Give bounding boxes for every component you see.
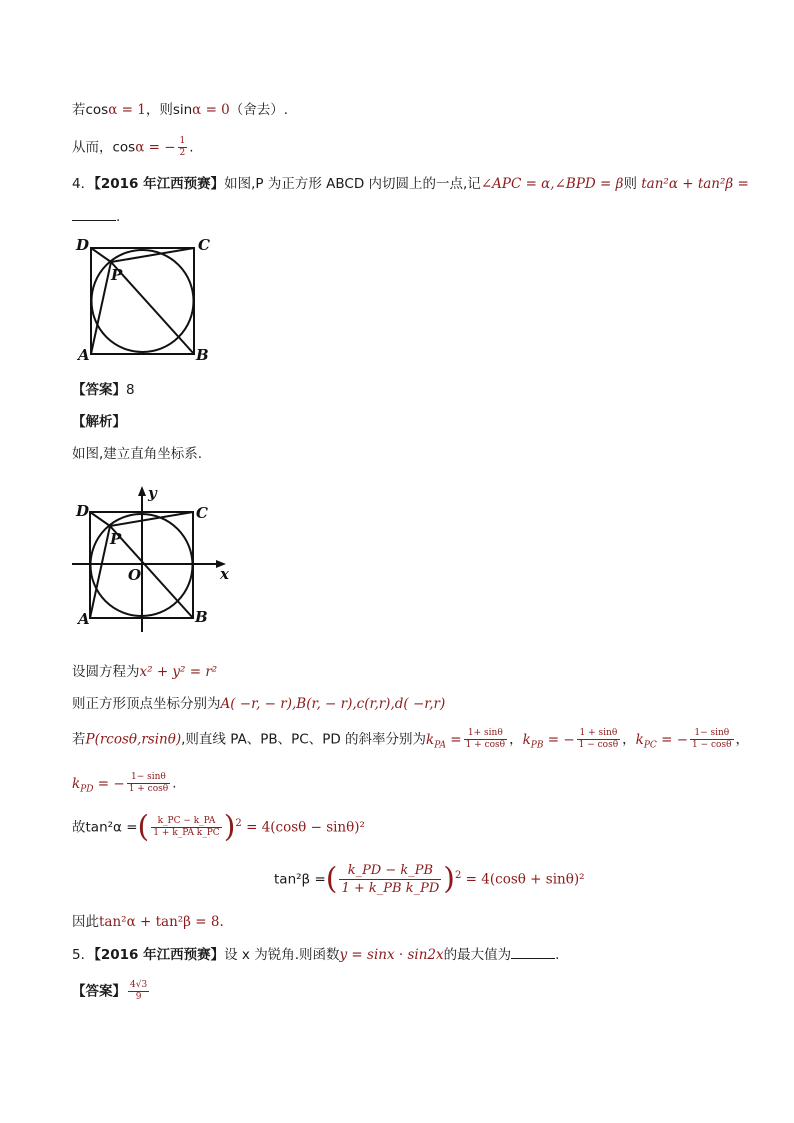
text: 因此 [72,914,99,930]
answer-4 [72,380,135,400]
step-tan-beta: tan²β =( $\frac{k\_PD - k\_PB}{\text{1 + k\_PB k\_PD}}$ )$^2$ = 4(cosθ + sinθ)² [274,861,585,897]
segment-pd [91,248,111,262]
step-circle-equation [72,662,217,682]
source-tag: 【2016 年江西预赛】 [94,947,225,963]
text: 设圆方程为 [72,664,140,680]
label-c: C [196,504,208,522]
math: P(rcosθ,rsinθ) [85,731,182,748]
answer-tag: 【答案】 [72,983,126,1000]
answer-blank [72,206,116,221]
text: 则正方形顶点坐标分别为 [72,696,221,712]
math: α = − [135,139,176,156]
label-b: B [196,346,209,364]
step-tan-alpha: 故tan²α =( $\frac{k\_PC - k\_PA}{\text{1 + k\_PA k\_PC}}$ )$^2$ = 4(cosθ − sinθ)² [72,809,365,845]
text: . [116,209,121,225]
step-conclusion [72,912,224,932]
answer-5 [72,980,151,1003]
math: ∠APC = α,∠BPD = β [480,176,624,192]
math: = 4(cosθ + sinθ)² [465,871,585,888]
slope-pa-fraction: $\frac{1+ \sin\theta}{1 + \cos\theta}$ [465,728,506,750]
conclusion-cos [72,136,194,159]
slope-pc-label: $k_{PC}$ = − [635,731,689,751]
text: 从而，cos [72,139,136,156]
slope-pd-label: $k_{PD}$ = − [72,775,125,795]
case-cos-one [72,100,288,120]
segment-pb [111,262,194,354]
text: . [555,947,560,963]
slope-pb-label: $k_{PB}$ = − [522,731,575,751]
analysis-intro [72,444,202,464]
text: 如图,建立直角坐标系. [72,446,203,462]
problem-number: 5． [72,947,95,963]
problem-text: 如图,P 为正方形 ABCD 内切圆上的一点,记 [224,176,481,192]
tan-beta-fraction: $\frac{k\_PD - k\_PB}{\text{1 + k\_PB k\_PD}}$ [341,863,440,896]
math: x² + y² = r² [139,664,218,680]
label-d: D [76,236,90,254]
problem-text: 设 x 为锐角.则函数 [224,947,340,963]
text: 故tan²α = [72,819,138,836]
label-c: C [198,236,210,254]
slope-pb-fraction: $\frac{1 + \sin\theta}{1 - \cos\theta}$ [578,728,619,750]
slope-pd-fraction: $\frac{1- \sin\theta}{1 + \cos\theta}$ [128,772,169,794]
step-vertex-coordinates [72,694,445,714]
label-b: B [195,608,208,626]
slope-pa-label: $k_{PA}$ = [426,731,462,751]
text: 则 [623,176,637,192]
answer-tag: 【答案】 [72,382,126,398]
label-a: A [78,610,90,628]
answer-fraction: $\frac{4√3}{9}$ [130,980,148,1002]
text: tan²β = [274,871,326,888]
text: ,则直线 PA、PB、PC、PD 的斜率分别为 [181,731,427,748]
answer-value: 8 [126,382,135,398]
fraction: $\frac{1}{2}$ [179,136,186,158]
label-p: P [110,530,122,548]
text: 若 [72,731,86,748]
math: α = 1 [108,102,146,118]
step-slope-pd: $k_{PD}$ = − $\frac{1- \sin\theta}{1 + \cos\theta}$ . [72,772,177,795]
text: （舍去）. [229,102,289,118]
answer-blank-line [72,206,120,227]
segment-pd [90,512,110,526]
problem-number: 4． [72,176,95,192]
slope-pc-fraction: $\frac{1- \sin\theta}{1 - \cos\theta}$ [692,728,732,750]
math: α = 0 [192,102,230,118]
segment-pa [91,262,111,354]
label-d: D [76,502,90,520]
analysis-tag: 【解析】 [72,414,126,430]
tan-alpha-fraction: $\frac{k\_PC - k\_PA}{\text{1 + k\_PA k\_PC}}$ [153,816,220,838]
figure-square-circle [74,236,224,366]
math: = 4(cosθ − sinθ)² [246,819,365,836]
label-a: A [78,346,90,364]
math: y = sinx · sin2x [339,947,444,963]
math: A( −r, − r),B(r, − r),c(r,r),d( −r,r) [220,696,446,712]
segment-pa [90,526,110,618]
problem-4 [72,174,749,194]
text: 若cos [72,102,109,118]
text: ，则sin [145,102,193,118]
text: 的最大值为 [443,947,512,963]
analysis-heading [72,412,126,432]
figure-coordinate-system [70,484,240,636]
label-p: P [111,266,123,284]
source-tag: 【2016 年江西预赛】 [94,176,225,192]
step-slopes: 若P(rcosθ,rsinθ),则直线 PA、PB、PC、PD 的斜率分别为$k_{PA}$ = $\frac{1+ \sin\theta}{1 + \cos\theta}$ ，$k_{PB}$ = − $\frac{1 + \sin\theta}{1 - \cos\theta}$ ，$k_{PC}$ = − $\frac{1- \sin\theta}{1 - \cos\theta}$ ， [72,728,750,751]
math: tan²α + tan²β = 8. [99,914,224,930]
label-o: O [128,566,142,584]
label-x: x [220,565,229,583]
answer-blank [511,944,555,959]
math: tan²α + tan²β = [641,176,749,192]
label-y: y [148,484,157,502]
problem-5 [72,944,559,965]
segment-pb [110,526,193,618]
y-arrow [138,486,146,496]
text: . [189,139,194,156]
